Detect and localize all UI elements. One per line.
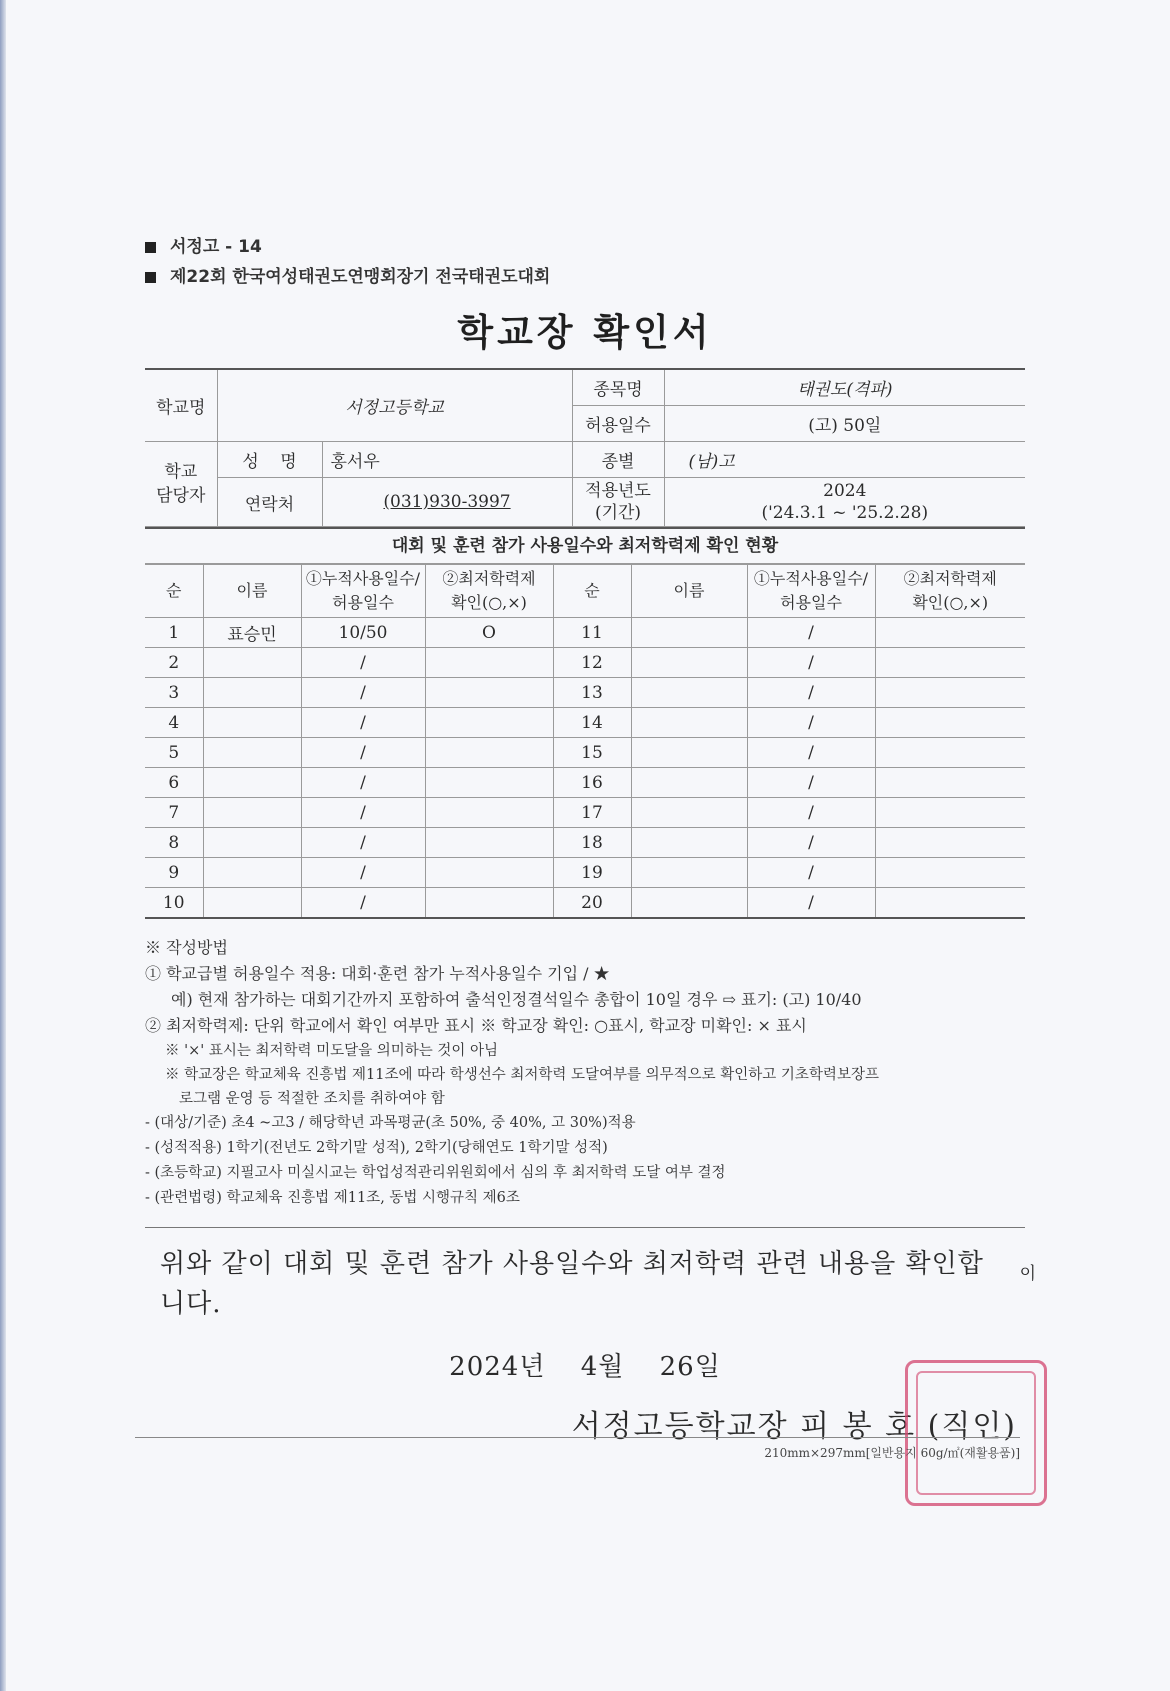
row-days: / [747,798,875,828]
row-name [203,828,301,858]
row-check [425,798,553,828]
header-days [747,565,875,618]
row-days: / [747,678,875,708]
roster-header-row [145,565,1025,618]
header-days [301,565,425,618]
instructions [145,935,1025,1211]
name-label: 성 명 [217,442,322,478]
row-no: 5 [145,738,203,768]
paper-spec: 210mm×297mm[일반용지 60g/㎡(재활용품)] [135,1437,1020,1461]
row-days: / [747,768,875,798]
row-no: 6 [145,768,203,798]
allowed-days-label: 허용일수 [572,406,664,442]
roster-title: 대회 및 훈련 참가 사용일수와 최저학력제 확인 현황 [145,527,1025,564]
row-no: 10 [145,888,203,919]
row-no: 19 [553,858,631,888]
year-value-cell [664,478,1025,527]
manager-label-line1: 학교 [164,462,198,482]
table-row [145,678,1025,708]
bullet-square-icon [145,272,156,283]
event-name: 제22회 한국여성태권도연맹회장기 전국태권도대회 [170,267,551,287]
row-no: 7 [145,798,203,828]
detail-2: - (성적적용) 1학기(전년도 2학기말 성적), 2학기(당해연도 1학기말 성적) [145,1140,608,1156]
note-2-b2: 로그램 운영 등 적절한 조치를 취하여야 함 [179,1091,445,1107]
row-check [875,888,1025,919]
row-name [631,678,747,708]
row-days: / [301,678,425,708]
detail-1: - (대상/기준) 초4 ~고3 / 해당학년 과목평균(초 50%, 중 40%, 고 30%)적용 [145,1115,636,1131]
row-check [425,738,553,768]
row-name [631,708,747,738]
row-days: / [747,708,875,738]
row-check [425,888,553,919]
detail-4: - (관련법령) 학교체육 진흥법 제11조, 동법 시행규칙 제6조 [145,1190,520,1206]
year-label [572,478,664,527]
row-name [631,738,747,768]
header-days-line1: ①누적사용일수/ [753,569,869,588]
table-row [145,618,1025,648]
table-row [145,708,1025,738]
header-check-line1: ②최저학력제 [442,569,536,588]
roster-table [145,564,1025,919]
year-label-line1: 적용년도 [585,481,651,501]
allowed-days-value: (고) 50일 [664,406,1025,442]
row-no: 20 [553,888,631,919]
row-name [203,678,301,708]
year-label-line2: (기간) [594,503,642,523]
row-days: / [747,618,875,648]
official-seal-icon [905,1360,1047,1506]
row-days: / [747,738,875,768]
header-check-line2: 확인(○,×) [912,593,989,612]
row-check [875,738,1025,768]
header-no: 순 [145,565,203,618]
row-name [631,888,747,919]
row-no: 12 [553,648,631,678]
seal-inner-border [916,1371,1036,1495]
row-name [203,768,301,798]
manager-label-line2: 담당자 [156,486,206,506]
row-days: / [747,858,875,888]
row-no: 16 [553,768,631,798]
row-check [875,858,1025,888]
header-no: 순 [553,565,631,618]
issue-date: 2024년 4월 26일 [449,1352,721,1382]
row-name [631,798,747,828]
row-no: 8 [145,828,203,858]
table-row [145,648,1025,678]
row-no: 17 [553,798,631,828]
detail-3: - (초등학교) 지필고사 미실시교는 학업성적관리위원회에서 심의 후 최저학력 도달 여부 결정 [145,1165,726,1181]
row-days: / [747,888,875,919]
row-no: 1 [145,618,203,648]
row-check [875,618,1025,648]
contact-label: 연락처 [217,478,322,527]
manager-label [145,442,217,527]
row-check [875,798,1025,828]
header-name: 이름 [631,565,747,618]
page-title: 학교장 확인서 [457,311,713,354]
row-days: / [301,768,425,798]
instructions-heading: ※ 작성방법 [145,938,228,957]
row-check [875,678,1025,708]
row-check [425,858,553,888]
row-no: 18 [553,828,631,858]
row-name [631,648,747,678]
row-days: / [301,798,425,828]
row-no: 11 [553,618,631,648]
row-days: / [301,828,425,858]
row-name [203,798,301,828]
note-2-a: ※ '×' 표시는 최저학력 미도달을 의미하는 것이 아님 [165,1043,499,1059]
row-name [203,858,301,888]
row-check [875,768,1025,798]
header-check-line1: ②최저학력제 [903,569,997,588]
row-check: O [425,618,553,648]
row-name: 표승민 [203,618,301,648]
confirmation-statement [145,1227,1037,1324]
row-check [425,708,553,738]
row-no: 14 [553,708,631,738]
gender-value: (남)고 [664,442,1025,478]
row-no: 9 [145,858,203,888]
row-check [875,708,1025,738]
header-days-line1: ①누적사용일수/ [305,569,421,588]
table-row [145,768,1025,798]
row-name [203,738,301,768]
note-1: ① 학교급별 허용일수 적용: 대회·훈련 참가 누적사용일수 기입 / ★ [145,964,610,983]
row-name [631,618,747,648]
row-check [875,828,1025,858]
row-no: 3 [145,678,203,708]
gender-label: 종별 [572,442,664,478]
row-check [425,768,553,798]
row-days: 10/50 [301,618,425,648]
row-name [631,828,747,858]
row-no: 13 [553,678,631,708]
row-check [425,828,553,858]
confirmation-line2: 니다. [160,1289,222,1319]
row-check [425,648,553,678]
name-value: 홍서우 [322,442,572,478]
row-days: / [301,888,425,919]
row-name [631,768,747,798]
header-check [425,565,553,618]
contact-value [322,478,572,527]
principal-signature: 서정고등학교장 피 봉 호 (직인) [571,1409,1017,1444]
table-row [145,798,1025,828]
row-days: / [747,828,875,858]
row-name [203,888,301,919]
year-value: 2024 [823,481,867,501]
row-name [203,648,301,678]
event-value: 태권도(격파) [664,369,1025,406]
row-no: 15 [553,738,631,768]
row-days: / [301,858,425,888]
header-name: 이름 [203,565,301,618]
header-check [875,565,1025,618]
note-2: ② 최저학력제: 단위 학교에서 확인 여부만 표시 ※ 학교장 확인: ○표시, 학교장 미확인: × 표시 [145,1016,807,1035]
school-info-table [145,368,1025,527]
table-row [145,738,1025,768]
event-label: 종목명 [572,369,664,406]
row-no: 2 [145,648,203,678]
table-row [145,888,1025,919]
row-days: / [301,708,425,738]
confirmation-tail: 이 [1019,1264,1037,1284]
event-line [145,262,1025,292]
document-body [145,232,1037,1445]
header-days-line2: 허용일수 [332,593,394,612]
note-2-b1: ※ 학교장은 학교체육 진흥법 제11조에 따라 학생선수 최저학력 도달여부를 의무적으로 확인하고 기초학력보장프 [165,1067,879,1083]
period-value: ('24.3.1 ~ '25.2.28) [761,503,929,523]
bullet-square-icon [145,242,156,253]
table-row [145,828,1025,858]
row-check [875,648,1025,678]
confirmation-line1: 위와 같이 대회 및 훈련 참가 사용일수와 최저학력 관련 내용을 확인합 [160,1249,984,1279]
row-name [203,708,301,738]
header-days-line2: 허용일수 [780,593,842,612]
note-1-example: 예) 현재 참가하는 대회기간까지 포함하여 출석인정결석일수 총합이 10일 경우 ⇨ 표기: (고) 10/40 [171,990,862,1009]
row-no: 4 [145,708,203,738]
row-days: / [301,648,425,678]
school-label: 학교명 [145,369,217,442]
row-check [425,678,553,708]
row-days: / [747,648,875,678]
school-name: 서정고등학교 [217,369,572,442]
table-row [145,858,1025,888]
row-days: / [301,738,425,768]
doc-code: 서정고 - 14 [170,237,262,257]
doc-code-line [145,232,1025,262]
row-name [631,858,747,888]
header-check-line2: 확인(○,×) [451,593,527,612]
contact-phone: (031)930-3997 [383,492,511,512]
